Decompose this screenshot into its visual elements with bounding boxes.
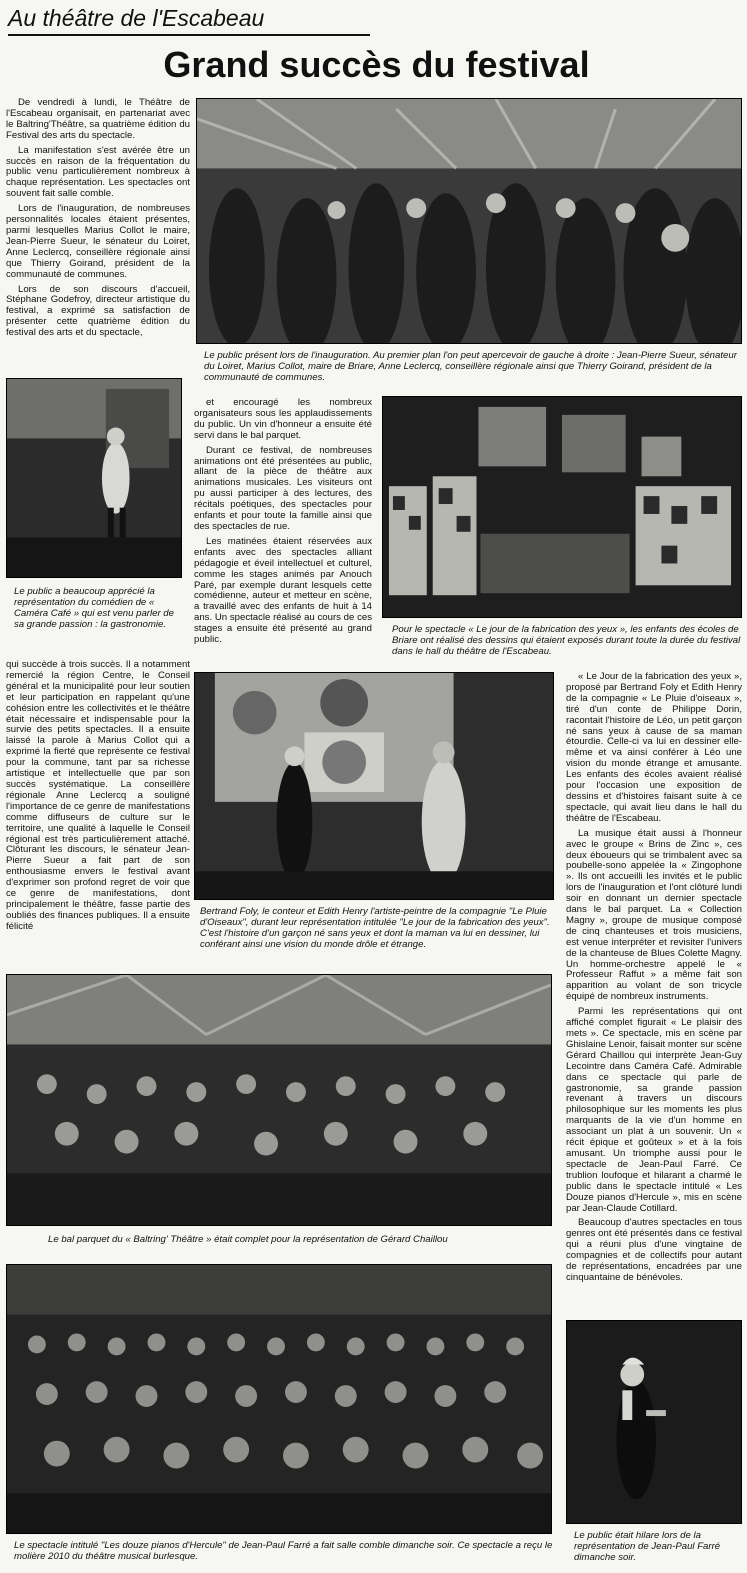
photo-drawings xyxy=(382,396,742,618)
photo-inauguration xyxy=(196,98,742,344)
paragraph: Parmi les représentations qui ont affiché complet figurait « Le plaisir des mets ». Ce spectacle, mis en scène par Ghislaine Lenoir, faisait monter sur scène Gérard Chaillou qui interprète Jean-Guy Lecointre dans Caméra Café. Admirable dans ce spectacle qui parle de gastronomie, sa grande passion revenant à travers un discours philosophique sur les moments les plus marquants de la vie d'un homme en associant un plat à un souvenir. Un « récit épique et goûteux » et à la fois amusant. Un triomphe aussi pour le spectacle de Jean-Paul Farré. Ce trublion loufoque et hilarant a charmé le public dans le spectacle intitulé « Les Douze pianos d'Hercule », mis en scène par Jean-Claude Cotillard. xyxy=(566,1006,742,1214)
caption-storyteller: Bertrand Foly, le conteur et Edith Henry l'artiste-peintre de la compagnie "Le Pluie d'Oiseaux", durant leur représentation intitulée "Le jour de la fabrication des yeux". C'est l'histoire d'un garçon né sans yeux et dont la maman va lui en dessiner, lui conférant ainsi une vision du monde drôle et étrange. xyxy=(200,906,550,950)
article-column-3 xyxy=(6,660,190,970)
paragraph: De vendredi à lundi, le Théâtre de l'Escabeau organisait, en partenariat avec le Baltring'Théâtre, sa quatrième édition du Festival des arts du spectacle. xyxy=(6,98,190,141)
caption-drawings: Pour le spectacle « Le jour de la fabrication des yeux », les enfants des écoles de Briare ont réalisé des dessins qui étaient exposés durant toute la durée du festival dans le hall du théâtre de l'Escabeau. xyxy=(392,624,741,657)
caption-farre: Le public était hilare lors de la représentation de Jean-Paul Farré dimanche soir. xyxy=(574,1530,721,1563)
section-kicker: Au théâtre de l'Escabeau xyxy=(8,4,370,36)
caption-inauguration: Le public présent lors de l'inauguration. Au premier plan l'on peut apercevoir de gauche à droite : Jean-Pierre Sueur, sénateur du Loiret, Marius Collot, maire de Briare, Anne Leclercq, conseillère régionale ainsi que Thierry Goirand, président de la communauté de communes. xyxy=(204,350,737,383)
photo-storyteller xyxy=(194,672,554,900)
photo-farre xyxy=(566,1320,742,1524)
caption-douze-pianos: Le spectacle intitulé "Les douze pianos d'Hercule" de Jean-Paul Farré a fait salle comble dimanche soir. Ce spectacle a reçu le molière 2010 du théâtre musical burlesque. xyxy=(14,1540,553,1562)
paragraph: Lors de son discours d'accueil, Stéphane Godefroy, directeur artistique du festival, a exprimé sa satisfaction de présenter cette quatrième édition du festival des arts et du spectacle, xyxy=(6,283,190,339)
article-column-2 xyxy=(194,398,372,656)
paragraph: La musique était aussi à l'honneur avec le groupe « Brins de Zinc », ces deux éboueurs qui se trimbalent avec sa poubelle-sono appelée la « Zingophone ». Ils ont accueilli les invités et le public lors de l'inauguration et l'ont clôturé lundi soir en donnant un dernier spectacle dans le bal parquet. La « Collection Magny », groupe de musique composé de cinq chanteuses et trois musiciens, est venue interpréter et revisiter l'univers de la chanteuse de Blues Colette Magny. Un homme-orchestre appelé le « Professeur Raffut » a même fait son apparition au volant de son tricycle équipé de nombreux instruments. xyxy=(566,827,742,1003)
paragraph: Lors de l'inauguration, de nombreuses personnalités locales étaient présentes, parmi lesquelles Marius Collot le maire, Jean-Pierre Sueur, le sénateur du Loiret, Anne Leclercq, conseillère régionale ainsi que Thierry Goirand, président de la communauté de communes. xyxy=(6,203,190,280)
caption-comedian: Le public a beaucoup apprécié la représentation du comédien de « Caméra Café » qui est venu parler de sa grande passion : la gastronomie. xyxy=(14,586,174,630)
paragraph: Beaucoup d'autres spectacles en tous genres ont été présentés dans ce festival qui a réuni plus d'une vingtaine de compagnies et de collectifs pour autant de représentations, encadrées par une cinquantaine de bénévoles. xyxy=(566,1217,742,1283)
paragraph: Les matinées étaient réservées aux enfants avec des spectacles alliant pédagogie et éveil intellectuel et culturel, comme les stages animés par Anouch Paré, par exemple durant lesquels cette comédienne, auteur et metteur en scène, a travaillé avec des enfants de huit à 14 ans. Un spectacle réalisé au cours de ces stages a ensuite été présenté au grand public. xyxy=(194,535,372,646)
paragraph: Durant ce festival, de nombreuses animations ont été présentées au public, allant de la pièce de théâtre aux animations musicales. Les visiteurs ont pu aussi participer à des lectures, des récitals poétiques, des spectacles pour enfants et pour toute la famille ainsi que des spectacles de rue. xyxy=(194,444,372,532)
photo-bal-parquet xyxy=(6,974,552,1226)
paragraph: qui succède à trois succès. Il a notamment remercié la région Centre, le Conseil général et la municipalité pour leur soutien et leur participation en rappelant qu'une cohésion entre les collectivités et le théâtre était nécessaire et indispensable pour la survie des petits spectacles. Il a ensuite laissé la parole à Marius Collot qui a exprimé la fierté que représente ce festival pour la commune, tant par sa richesse artistique et intellectuelle que par son succès systématique. La conseillère régionale Anne Leclercq a souligné l'importance de ce genre de manifestations comme diffuseurs de culture sur le territoire, une qualité à laquelle le Conseil régional est très particulièrement attaché. Clôturant les discours, le sénateur Jean-Pierre Sueur a fait part de son enthousiasme envers le festival avant d'exprimer son profond regret de voir que ce genre de manifestations, dont principalement le théâtre, fasse partie des oubliés des finances publiques. Il a ensuite félicité xyxy=(6,660,190,932)
article-column-1 xyxy=(6,98,190,370)
caption-bal-parquet: Le bal parquet du « Baltring' Théâtre » était complet pour la représentation de Gérard Chaillou xyxy=(48,1234,448,1245)
paragraph: La manifestation s'est avérée être un succès en raison de la fréquentation du public venu particulièrement nombreux à chaque représentation. Les spectacles ont souvent fait salle comble. xyxy=(6,144,190,200)
article-headline: Grand succès du festival xyxy=(163,44,590,85)
photo-douze-pianos xyxy=(6,1264,552,1534)
paragraph: et encouragé les nombreux organisateurs sous les applaudissements du public. Un vin d'honneur a ensuite été servi dans le bal parquet. xyxy=(194,398,372,441)
article-column-4 xyxy=(566,672,742,1312)
photo-comedian xyxy=(6,378,182,578)
paragraph: « Le Jour de la fabrication des yeux », proposé par Bertrand Foly et Edith Henry de la compagnie « Le Pluie d'oiseaux », tiré d'un conte de Philippe Dorin, racontait l'histoire de Léo, un petit garçon né sans yeux à cause de sa maman étourdie. Celle-ci va lui en dessiner elle-même et va ainsi conférer à Léo une vision du monde étrange et amusante. Les enfants des écoles avaient réalisé pour l'occasion une exposition de dessins et d'histoires faisant suite à ce spectacle, qui avait lieu dans le hall du théâtre de l'Escabeau. xyxy=(566,672,742,824)
